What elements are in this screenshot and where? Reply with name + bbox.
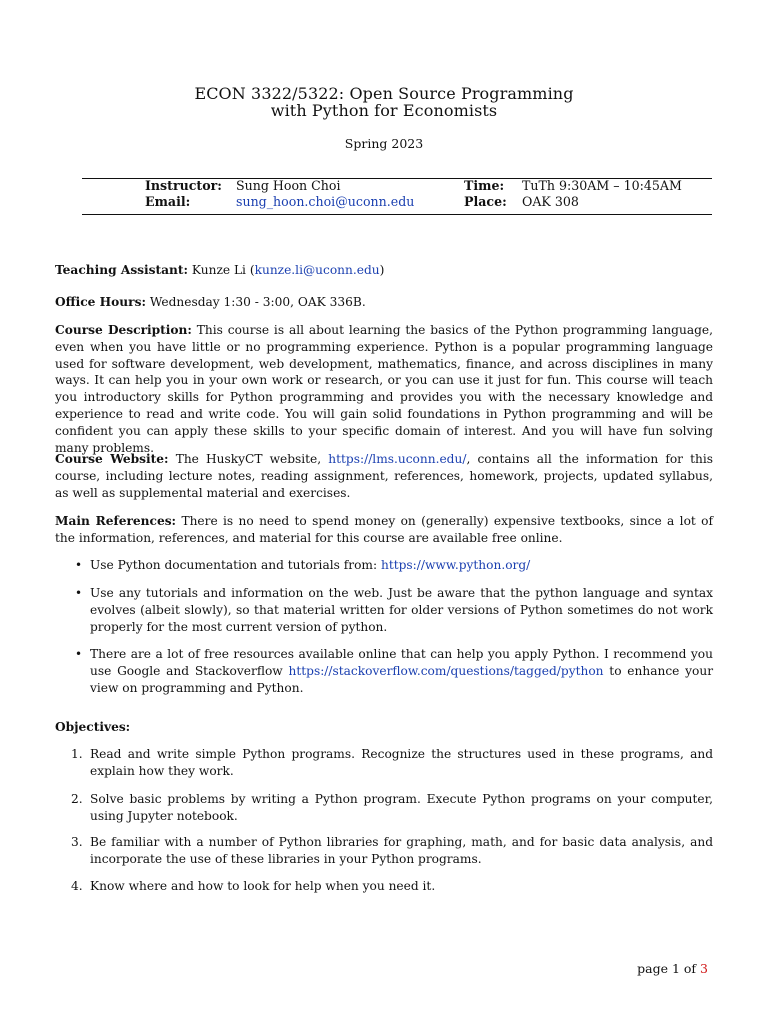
- objective-number: 2.: [71, 792, 83, 806]
- course-website-pre: The HuskyCT website,: [175, 452, 322, 466]
- stackoverflow-link[interactable]: https://stackoverflow.com/questions/tagged/python: [288, 663, 604, 678]
- objective-text: Know where and how to look for help when you need it.: [90, 879, 436, 893]
- time-label: Time:: [464, 178, 505, 193]
- ta-email-link[interactable]: kunze.li@uconn.edu: [254, 263, 380, 277]
- main-references-paragraph: [55, 513, 713, 547]
- class-time: TuTh 9:30AM – 10:45AM: [522, 178, 682, 193]
- email-label: Email:: [145, 194, 191, 209]
- course-title-line-1: ECON 3322/5322: Open Source Programming: [194, 84, 574, 103]
- office-hours-text: Wednesday 1:30 - 3:00, OAK 336B.: [149, 295, 366, 309]
- bullet-icon: •: [75, 647, 83, 661]
- objective-number: 4.: [71, 879, 83, 893]
- info-bottom-rule: [82, 214, 712, 215]
- objective-number: 3.: [71, 835, 83, 849]
- huskyct-link[interactable]: https://lms.uconn.edu/: [328, 452, 467, 466]
- objectives-heading: Objectives:: [55, 720, 131, 734]
- page-number-prefix: page 1 of: [637, 961, 697, 976]
- ta-label: Teaching Assistant:: [55, 263, 189, 277]
- page-number: [637, 961, 708, 976]
- bullet-icon: •: [75, 558, 83, 572]
- list-item: [75, 646, 714, 696]
- objective-text: Be familiar with a number of Python libraries for graphing, math, and for basic data analysis, and incorporate the use of these libraries in your Python programs.: [90, 835, 713, 866]
- course-title-line-2: with Python for Economists: [270, 101, 498, 120]
- list-item: [71, 791, 713, 825]
- page-total-link[interactable]: 3: [700, 961, 708, 976]
- place-label: Place:: [464, 194, 507, 209]
- bullet-text: Use any tutorials and information on the web. Just be aware that the python language and syntax evolves (albeit slowly), so that material written for older versions of Python sometimes do not work properly for the most current version of python.: [90, 586, 713, 634]
- main-references-text: There is no need to spend money on (generally) expensive textbooks, since a lot of the information, references, and material for this course are available free online.: [55, 514, 714, 545]
- list-item: [71, 834, 713, 868]
- objective-text: Read and write simple Python programs. Recognize the structures used in these programs, and explain how they work.: [90, 747, 713, 778]
- list-item: [75, 557, 713, 574]
- list-item: [71, 746, 713, 780]
- course-term: Spring 2023: [344, 136, 424, 151]
- instructor-email-link[interactable]: sung_hoon.choi@uconn.edu: [236, 194, 415, 209]
- bullet-text: Use Python documentation and tutorials from:: [90, 558, 378, 572]
- office-hours-line: [55, 294, 713, 311]
- bullet-icon: •: [75, 586, 83, 600]
- course-website-post: , contains all the information for this course, including lecture notes, reading assignment, references, homework, projects, updated syllabus, as well as supplemental material and exercises.: [55, 452, 714, 500]
- ta-close: ): [379, 263, 385, 277]
- teaching-assistant-line: [55, 262, 713, 279]
- office-hours-label: Office Hours:: [55, 295, 146, 309]
- main-references-label: Main References:: [55, 514, 177, 528]
- instructor-name: Sung Hoon Choi: [236, 178, 341, 193]
- course-website-paragraph: [55, 451, 713, 501]
- course-website-label: Course Website:: [55, 452, 169, 466]
- class-place: OAK 308: [522, 194, 579, 209]
- python-org-link[interactable]: https://www.python.org/: [380, 558, 531, 572]
- course-description-paragraph: [55, 322, 713, 456]
- ta-name: Kunze Li (: [191, 263, 255, 277]
- bullet-text-post: to enhance your view on programming and Python.: [90, 663, 714, 695]
- objective-text: Solve basic problems by writing a Python program. Execute Python programs on your computer, using Jupyter notebook.: [90, 792, 713, 823]
- course-description-text: This course is all about learning the basics of the Python programming language, even when you have little or no programming experience. Python is a popular programming language used for software development, web development, mathematics, finance, and across disciplines in many ways. It can help you in your own work or research, or you can use it just for fun. This course will teach you introductory skills for Python programming and provides you with the necessary knowledge and experience to read and write code. You will gain solid foundations in Python programming and will be confident you can apply these skills to your specific domain of interest. And you will have fun solving many problems.: [55, 323, 713, 455]
- instructor-label: Instructor:: [145, 178, 222, 193]
- list-item: [75, 585, 713, 635]
- list-item: [71, 878, 713, 895]
- bullet-text: There are a lot of free resources available online that can help you apply Python. I recommend you use Google and Stackoverflow: [90, 647, 713, 678]
- objective-number: 1.: [71, 747, 83, 761]
- course-description-label: Course Description:: [55, 323, 192, 337]
